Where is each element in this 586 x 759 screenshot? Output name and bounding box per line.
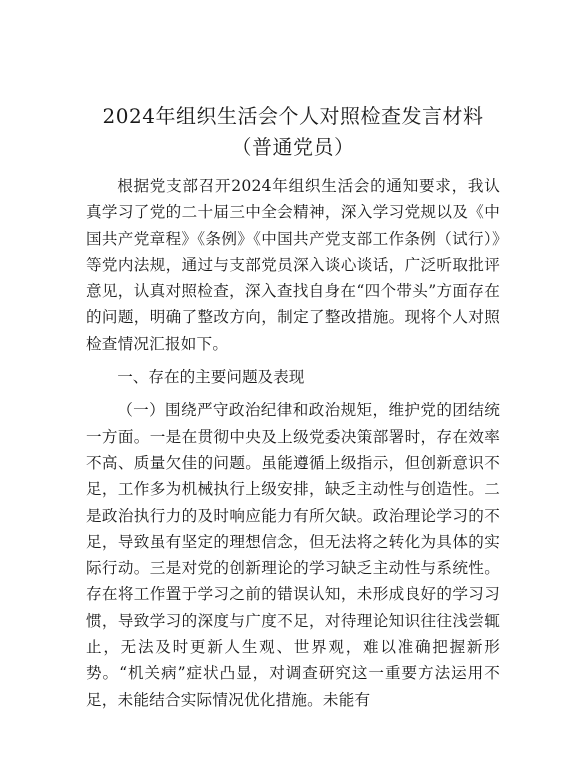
body-paragraph: （一）围绕严守政治纪律和政治规矩，维护党的团结统一方面。一是在贯彻中央及上级党委决策部署时，存在效率不高、质量欠佳的问题。虽能遵循上级指示，但创新意识不足，工作多为机械执行上级安排，缺乏主动性与创造性。二是政治执行力的及时响应能力有所欠缺。政治理论学习的不足，导致虽有坚定的理想信念，但无法将之转化为具体的实际行动。三是对党的创新理论的学习缺乏主动性与系统性。存在将工作置于学习之前的错误认知，未形成良好的学习习惯，导致学习的深度与广度不足，对待理论知识往往浅尝辄止，无法及时更新人生观、世界观，难以准确把握新形势。“机关病”症状凸显，对调查研究这一重要方法运用不足，未能结合实际情况优化措施。未能有: [86, 401, 500, 709]
section-heading: 一、存在的主要问题及表现: [117, 368, 305, 387]
document-title: 2024年组织生活会个人对照检查发言材料（普通党员）: [102, 104, 484, 159]
intro-paragraph: 根据党支部召开2024年组织生活会的通知要求，我认真学习了党的二十届三中全会精神，深入学习党规以及《中国共产党章程》《条例》《中国共产党支部工作条例（试行）》等党内法规，通过与支部党员深入谈心谈话，广泛听取批评意见，认真对照检查，深入查找自身在“四个带头”方面存在的问题，明确了整改方向，制定了整改措施。现将个人对照检查情况汇报如下。: [86, 177, 500, 353]
